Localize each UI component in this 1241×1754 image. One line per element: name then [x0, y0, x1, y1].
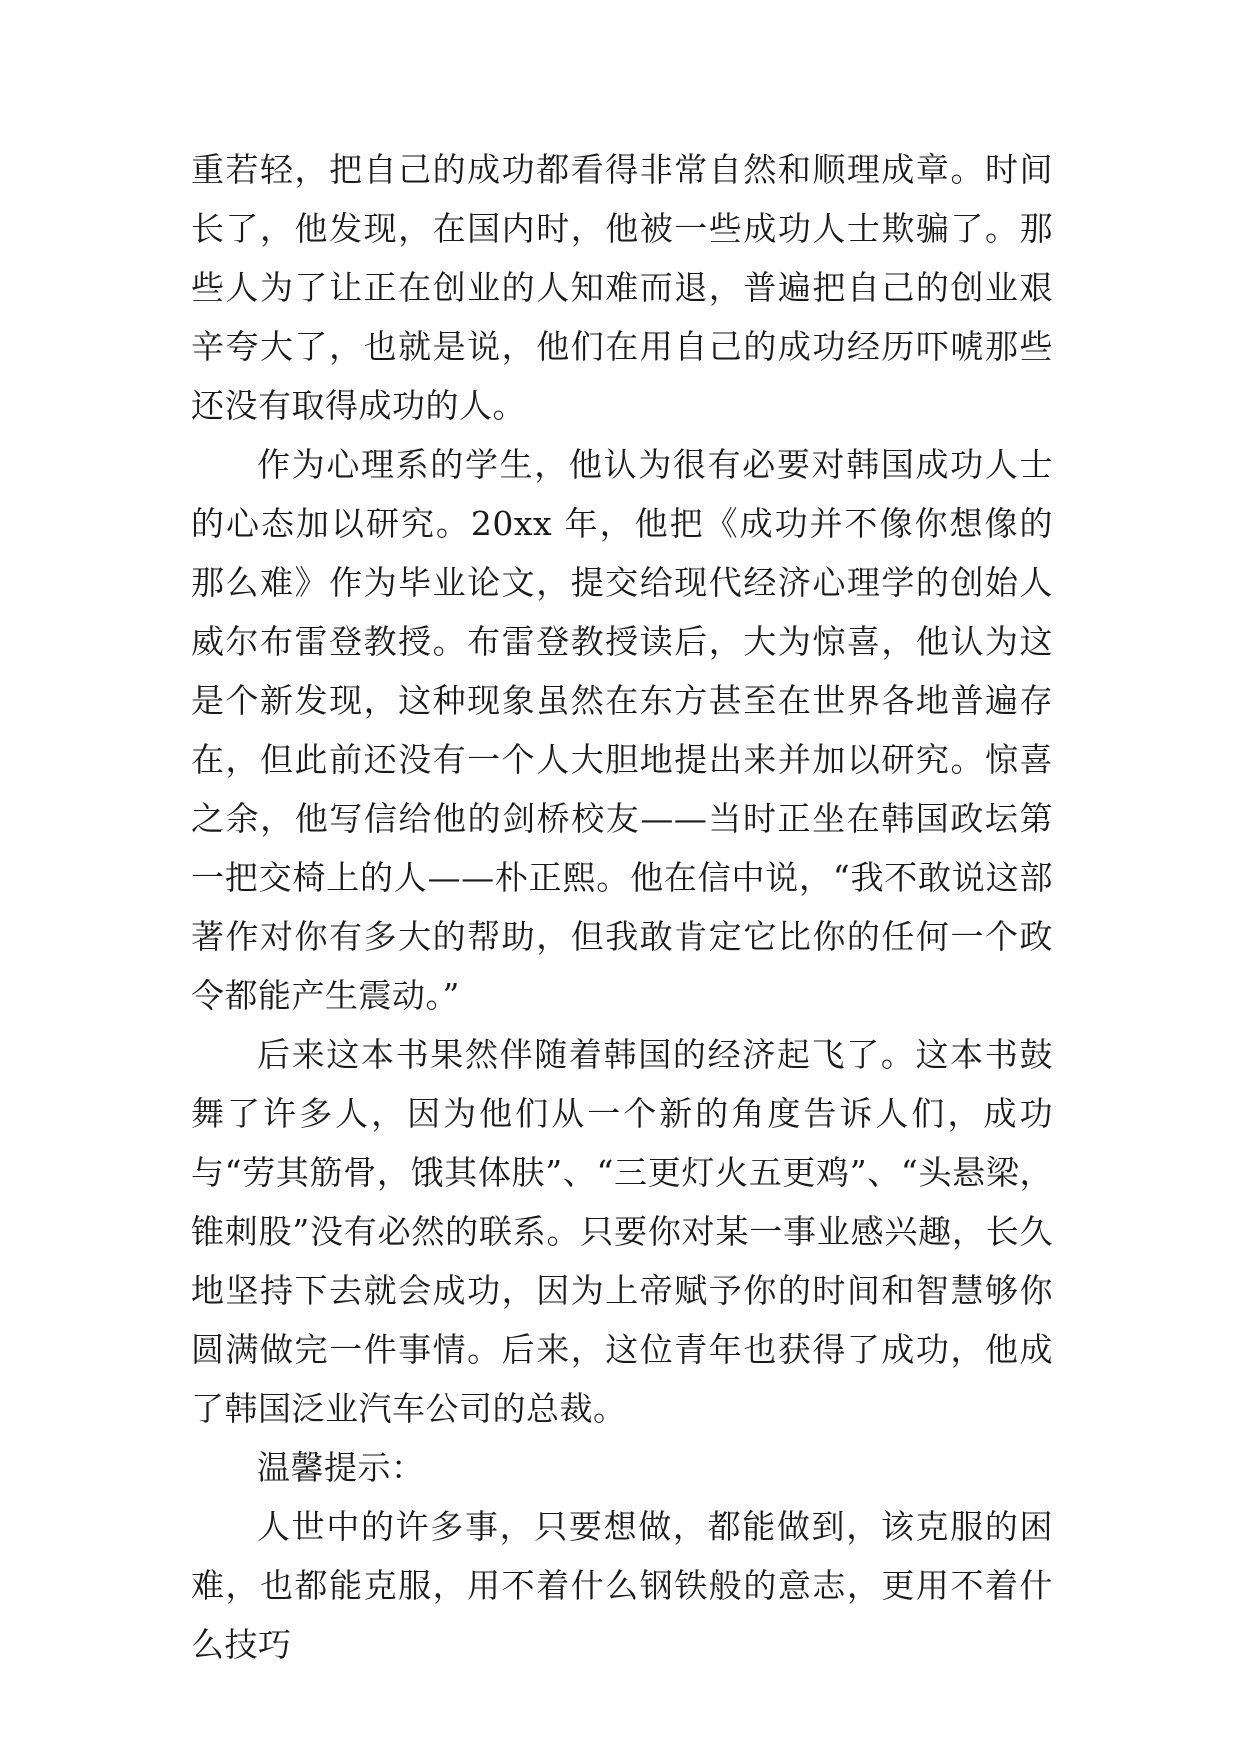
paragraph-research: 作为心理系的学生，他认为很有必要对韩国成功人士的心态加以研究。20xx 年，他把《成功并不像你想像的那么难》作为毕业论文，提交给现代经济心理学的创始人威尔布雷登教授。布雷登教授读后，大为惊喜，他认为这是个新发现，这种现象虽然在东方甚至在世界各地普遍存在，但此前还没有一个人大胆地提出来并加以研究。惊喜之余，他写信给他的剑桥校友——当时正坐在韩国政坛第一把交椅上的人——朴正熙。他在信中说，“我不敢说这部著作对你有多大的帮助，但我敢肯定它比你的任何一个政令都能产生震动。”: [191, 445, 1053, 1015]
tip-heading: 温馨提示：: [257, 1448, 425, 1487]
paragraph-outcome: 后来这本书果然伴随着韩国的经济起飞了。这本书鼓舞了许多人，因为他们从一个新的角度告诉人们，成功与“劳其筋骨，饿其体肤”、“三更灯火五更鸡”、“头悬梁，锥刺股”没有必然的联系。只要你对某一事业感兴趣，长久地坚持下去就会成功，因为上帝赋予你的时间和智慧够你圆满做完一件事情。后来，这位青年也获得了成功，他成了韩国泛业汽车公司的总裁。: [191, 1035, 1053, 1428]
paragraph-continuation: 重若轻，把自己的成功都看得非常自然和顺理成章。时间长了，他发现，在国内时，他被一些成功人士欺骗了。那些人为了让正在创业的人知难而退，普遍把自己的创业艰辛夸大了，也就是说，他们在用自己的成功经历吓唬那些还没有取得成功的人。: [191, 150, 1053, 425]
paragraph-tip: 人世中的许多事，只要想做，都能做到，该克服的困难，也都能克服，用不着什么钢铁般的意志，更用不着什么技巧: [191, 1507, 1053, 1664]
document-body: [191, 140, 1053, 1674]
